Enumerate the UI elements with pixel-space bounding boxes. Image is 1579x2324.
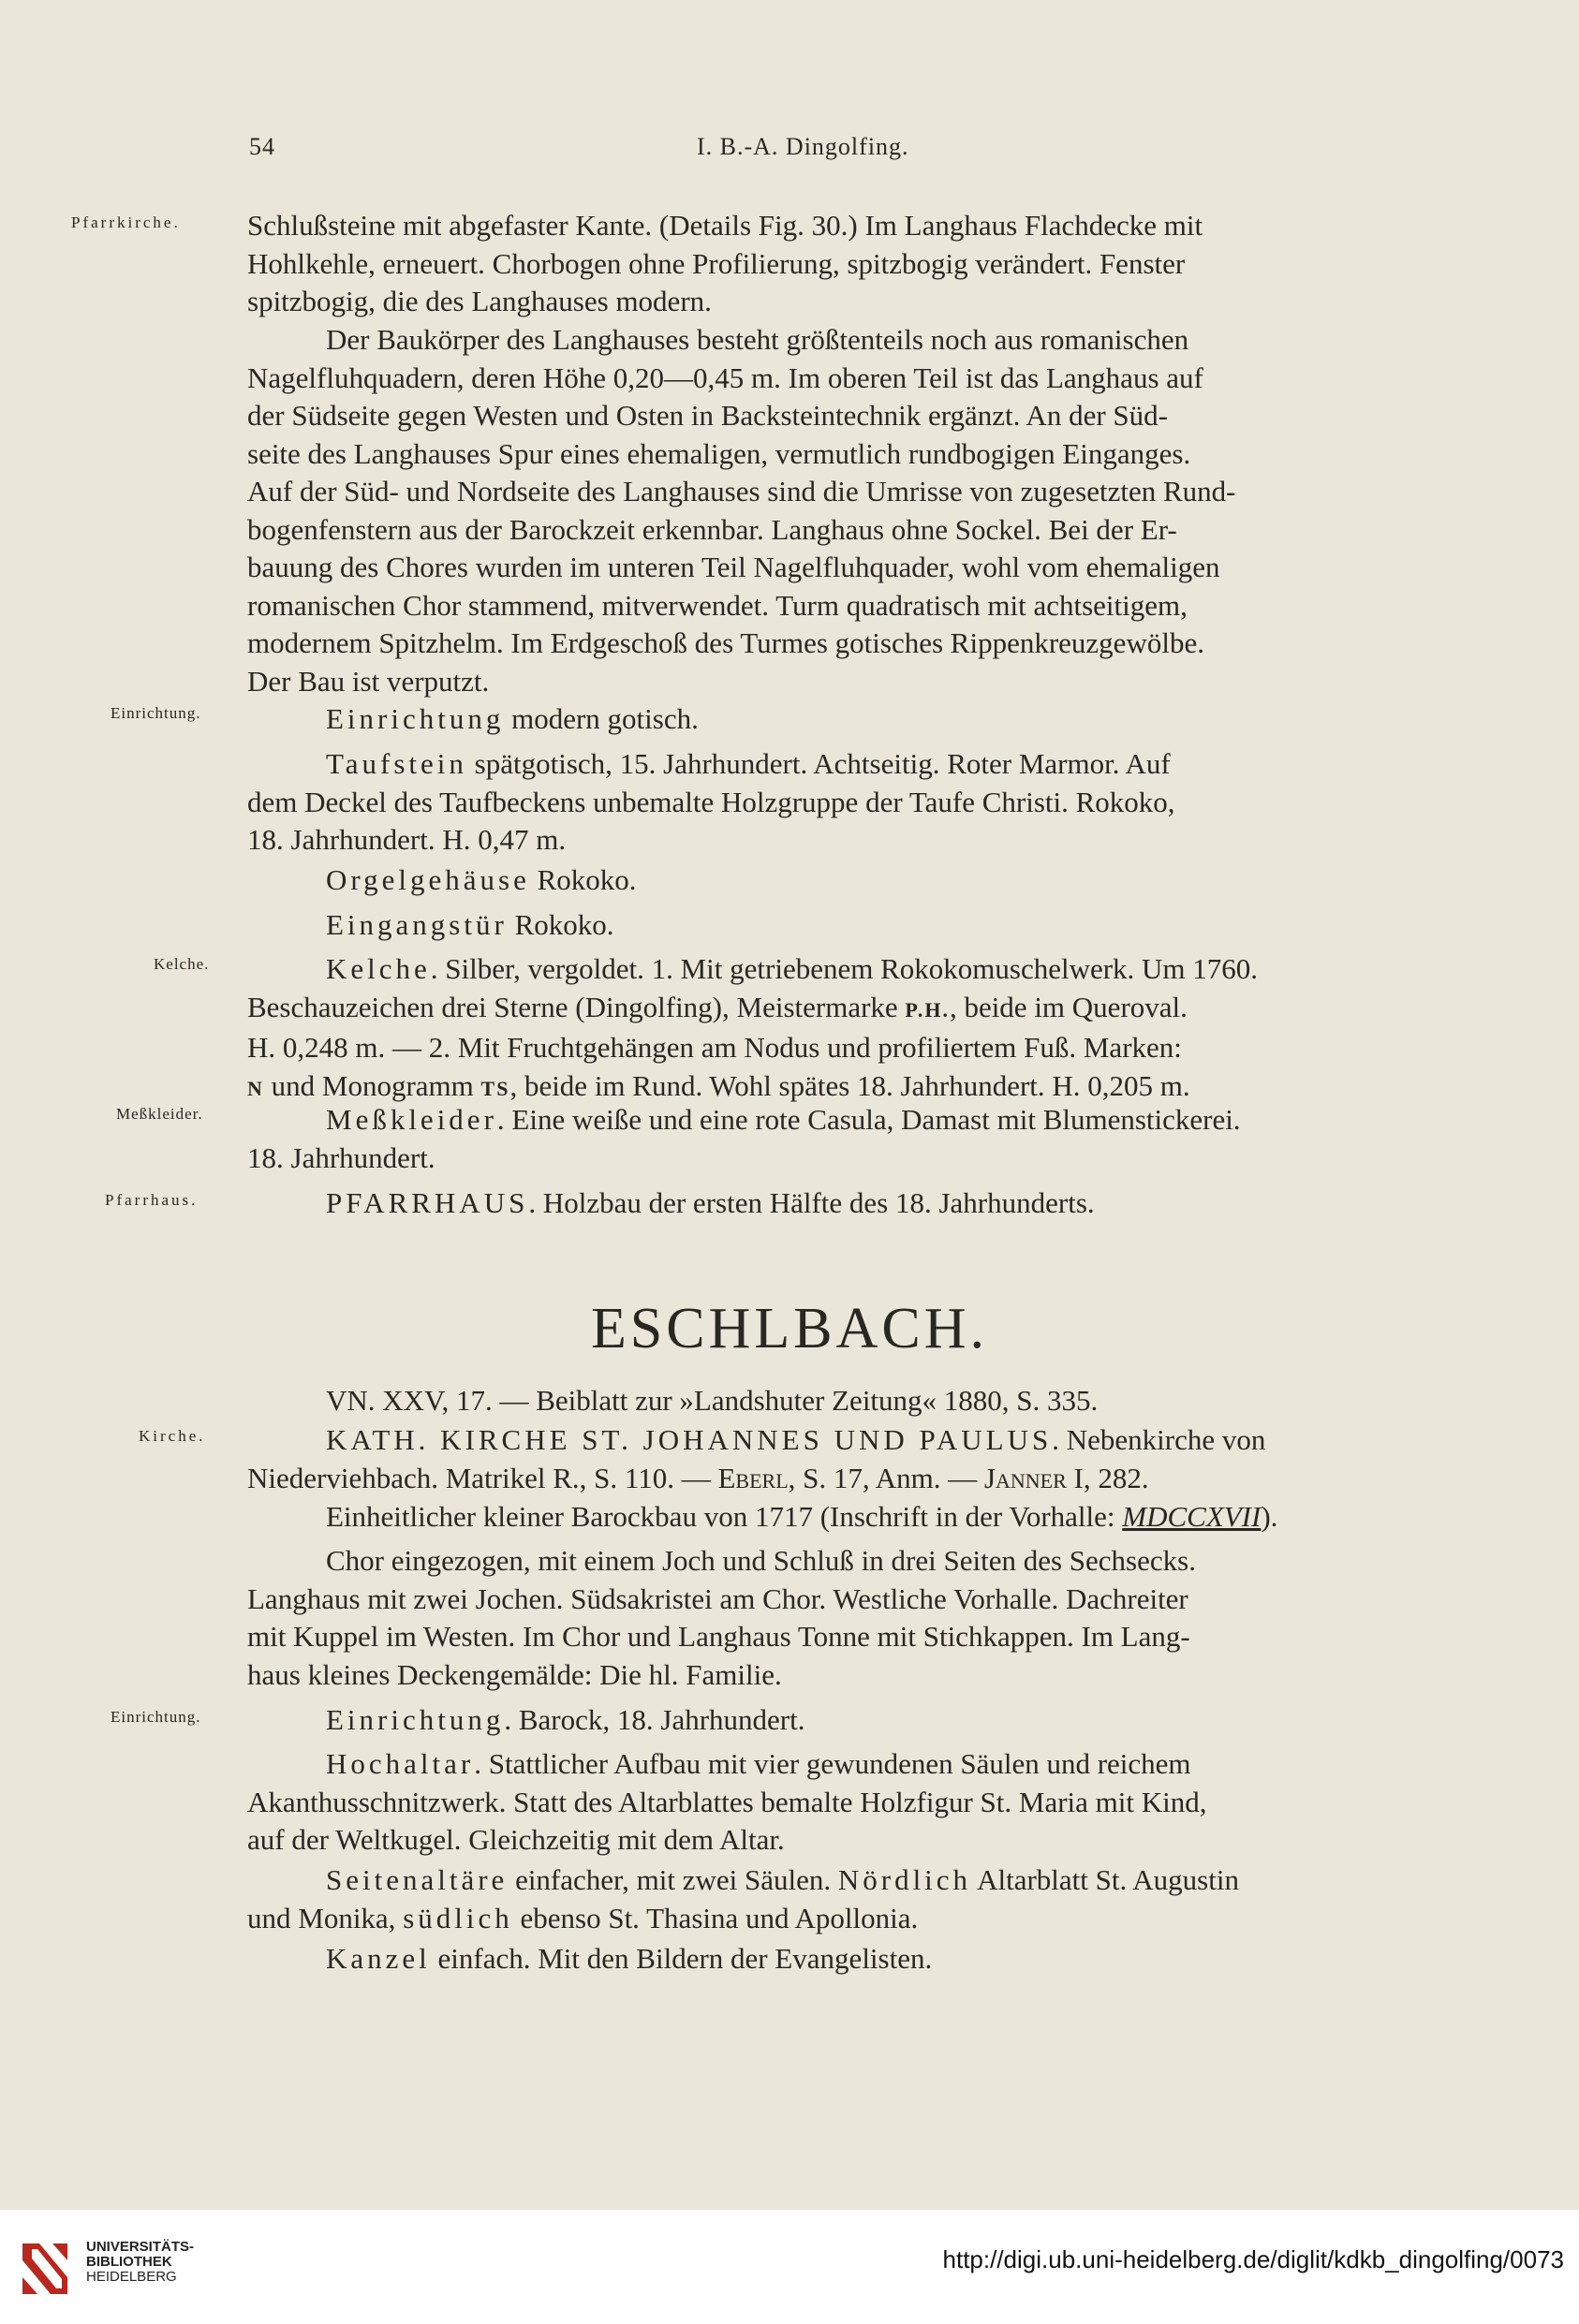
paragraph-barockbau bbox=[247, 1498, 1380, 1537]
library-name bbox=[86, 2240, 194, 2285]
library-name-line: UNIVERSITÄTS- bbox=[86, 2239, 195, 2255]
text-line: 18. Jahrhundert. H. 0,47 m. bbox=[247, 823, 567, 856]
page-number: 54 bbox=[249, 133, 275, 160]
term: Nördlich bbox=[837, 1863, 972, 1896]
margin-note-einrichtung: Einrichtung. bbox=[111, 704, 201, 722]
inscription: MDCCXVII bbox=[1122, 1500, 1262, 1533]
running-title: I. B.-A. Dingolfing. bbox=[697, 133, 909, 160]
text: einfach. Mit den Bildern der Evangelisten. bbox=[430, 1942, 933, 1975]
text: und Monika, bbox=[247, 1901, 404, 1934]
text: . Stattlicher Aufbau mit vier gewundenen Säulen und reichem bbox=[474, 1747, 1191, 1780]
maker-mark: P.H. bbox=[905, 997, 950, 1022]
text: Rokoko. bbox=[529, 863, 637, 896]
text: Einheitlicher kleiner Barockbau von 1717 (Inschrift in der Vorhalle: bbox=[326, 1500, 1123, 1533]
text-line: Der Baukörper des Langhauses besteht größtenteils noch aus romanischen bbox=[326, 323, 1189, 356]
text: , beide im Rund. Wohl spätes 18. Jahrhundert. H. 0,205 m. bbox=[509, 1068, 1190, 1102]
text-line: dem Deckel des Taufbeckens unbemalte Holzgruppe der Taufe Christi. Rokoko, bbox=[247, 785, 1175, 818]
text: spätgotisch, 15. Jahrhundert. Achtseitig. Roter Marmor. Auf bbox=[466, 747, 1171, 780]
author-name: Eberl bbox=[717, 1461, 789, 1494]
library-logo-icon bbox=[19, 2240, 71, 2298]
monogram-mark: TS bbox=[480, 1076, 510, 1100]
text: Altarblatt St. Augustin bbox=[971, 1863, 1239, 1896]
paragraph-kanzel bbox=[247, 1940, 1380, 1978]
term: Hochaltar bbox=[326, 1747, 475, 1780]
source-url-link[interactable]: http://digi.ub.uni-heidelberg.de/diglit/kdkb_dingolfing/0073 bbox=[942, 2245, 1564, 2273]
term: KATH. KIRCHE ST. JOHANNES UND PAULUS bbox=[326, 1423, 1053, 1456]
text: ebenso St. Thasina und Apollonia. bbox=[512, 1901, 919, 1934]
text-line: Nagelfluhquadern, deren Höhe 0,20—0,45 m. Im oberen Teil ist das Langhaus auf bbox=[247, 360, 1203, 394]
text-line: haus kleines Deckengemälde: Die hl. Familie. bbox=[247, 1657, 782, 1691]
text: . Silber, vergoldet. 1. Mit getriebenem Rokokomuschelwerk. Um 1760. bbox=[430, 952, 1259, 985]
page-header bbox=[0, 133, 1579, 170]
library-name-line: BIBLIOTHEK bbox=[86, 2254, 172, 2270]
text: und Monogramm bbox=[263, 1068, 481, 1102]
text: Beschauzeichen drei Sterne (Dingolfing), Meistermarke bbox=[247, 990, 906, 1023]
margin-note-einrichtung-2: Einrichtung. bbox=[111, 1708, 201, 1726]
paragraph-seitenaltaere bbox=[247, 1861, 1380, 1937]
paragraph-pfarrhaus bbox=[247, 1184, 1380, 1223]
text-line: Chor eingezogen, mit einem Joch und Schluß in drei Seiten des Sechsecks. bbox=[326, 1544, 1196, 1577]
text-line: VN. XXV, 17. — Beiblatt zur »Landshuter Zeitung« 1880, S. 335. bbox=[326, 1384, 1099, 1417]
text: ). bbox=[1261, 1500, 1278, 1533]
text-line: modernem Spitzhelm. Im Erdgeschoß des Turmes gotisches Rippenkreuzgewölbe. bbox=[247, 626, 1204, 659]
paragraph-eingangstuer bbox=[247, 906, 1380, 945]
margin-note-pfarrhaus: Pfarrhaus. bbox=[105, 1191, 199, 1209]
text-line: bauung des Chores wurden im unteren Teil Nagelfluhquader, wohl vom ehemaligen bbox=[247, 551, 1220, 583]
term: Einrichtung bbox=[326, 1703, 505, 1736]
paragraph-chor bbox=[247, 1542, 1380, 1694]
text: einfacher, mit zwei Säulen. bbox=[508, 1863, 838, 1896]
term: südlich bbox=[403, 1901, 513, 1934]
term: Kanzel bbox=[326, 1942, 431, 1975]
term: Orgelgehäuse bbox=[326, 863, 530, 896]
text-line: seite des Langhauses Spur eines ehemaligen, vermutlich rundbogigen Einganges. bbox=[247, 436, 1191, 470]
text-line: bogenfenstern aus der Barockzeit erkennbar. Langhaus ohne Sockel. Bei der Er- bbox=[247, 512, 1177, 546]
term: Einrichtung bbox=[326, 702, 505, 735]
margin-note-pfarrkirche: Pfarrkirche. bbox=[71, 213, 181, 231]
text: I, 282. bbox=[1066, 1461, 1149, 1494]
paragraph-orgelgehaeuse bbox=[247, 861, 1380, 900]
text: , S. 17, Anm. — bbox=[788, 1461, 984, 1494]
term: Kelche bbox=[326, 952, 431, 985]
text-line: H. 0,248 m. — 2. Mit Fruchtgehängen am Nodus und profiliertem Fuß. Marken: bbox=[247, 1031, 1182, 1064]
text-line: Hohlkehle, erneuert. Chorbogen ohne Profilierung, spitzbogig verändert. Fenster bbox=[247, 246, 1186, 280]
paragraph-einrichtung-2 bbox=[247, 1701, 1380, 1740]
margin-note-kelche: Kelche. bbox=[154, 955, 210, 973]
term: Seitenaltäre bbox=[326, 1863, 509, 1896]
term: Eingangstür bbox=[326, 908, 508, 941]
paragraph-kirche bbox=[247, 1421, 1380, 1497]
viewer-footer bbox=[0, 2210, 1579, 2324]
text: modern gotisch. bbox=[504, 702, 699, 735]
text-line: Auf der Süd- und Nordseite des Langhauses sind die Umrisse von zugesetzten Rund- bbox=[247, 475, 1236, 507]
text: . Holzbau der ersten Hälfte des 18. Jahrhunderts. bbox=[528, 1186, 1095, 1219]
margin-note-kirche: Kirche. bbox=[139, 1427, 206, 1445]
author-name: Janner bbox=[983, 1461, 1067, 1494]
library-name-line: HEIDELBERG bbox=[86, 2269, 177, 2285]
margin-note-messkleider: Meßkleider. bbox=[116, 1105, 203, 1123]
text-line: Der Bau ist verputzt. bbox=[247, 664, 490, 698]
paragraph-einrichtung bbox=[247, 700, 1380, 739]
text-line: Langhaus mit zwei Jochen. Südsakristei am Chor. Westliche Vorhalle. Dachreiter bbox=[247, 1581, 1188, 1615]
paragraph-taufstein bbox=[247, 745, 1380, 860]
text: . Eine weiße und eine rote Casula, Damast mit Blumenstickerei. bbox=[496, 1103, 1241, 1136]
paragraph-details bbox=[247, 207, 1380, 321]
text-line: Akanthusschnitzwerk. Statt des Altarblattes bemalte Holzfigur St. Maria mit Kind, bbox=[247, 1785, 1207, 1818]
text: Niederviehbach. Matrikel R., S. 110. — bbox=[247, 1461, 718, 1494]
text: . Barock, 18. Jahrhundert. bbox=[504, 1703, 805, 1736]
term: Meßkleider bbox=[326, 1103, 497, 1136]
text-line: 18. Jahrhundert. bbox=[247, 1140, 435, 1174]
text-line: mit Kuppel im Westen. Im Chor und Langhaus Tonne mit Stichkappen. Im Lang- bbox=[247, 1620, 1190, 1653]
text-line: romanischen Chor stammend, mitverwendet. Turm quadratisch mit achtseitigem, bbox=[247, 588, 1188, 622]
maker-mark: N bbox=[247, 1076, 264, 1100]
text-line: der Südseite gegen Westen und Osten in Backsteintechnik ergänzt. An der Süd- bbox=[247, 399, 1168, 432]
text-line: Schlußsteine mit abgefaster Kante. (Details Fig. 30.) Im Langhaus Flachdecke mit bbox=[247, 209, 1203, 242]
paragraph-messkleider bbox=[247, 1101, 1380, 1177]
text-line: auf der Weltkugel. Gleichzeitig mit dem Altar. bbox=[247, 1823, 785, 1856]
text: Rokoko. bbox=[507, 908, 614, 941]
text: , beide im Queroval. bbox=[949, 990, 1188, 1023]
term: Taufstein bbox=[326, 747, 467, 780]
text-line: spitzbogig, die des Langhauses modern. bbox=[247, 285, 712, 317]
text: . Nebenkirche von bbox=[1052, 1423, 1266, 1456]
term: PFARRHAUS bbox=[326, 1186, 529, 1219]
paragraph-baukoerper bbox=[247, 321, 1380, 700]
paragraph-references bbox=[247, 1382, 1380, 1420]
paragraph-kelche bbox=[247, 950, 1380, 1108]
paragraph-hochaltar bbox=[247, 1745, 1380, 1860]
section-heading: ESCHLBACH. bbox=[590, 1297, 989, 1361]
